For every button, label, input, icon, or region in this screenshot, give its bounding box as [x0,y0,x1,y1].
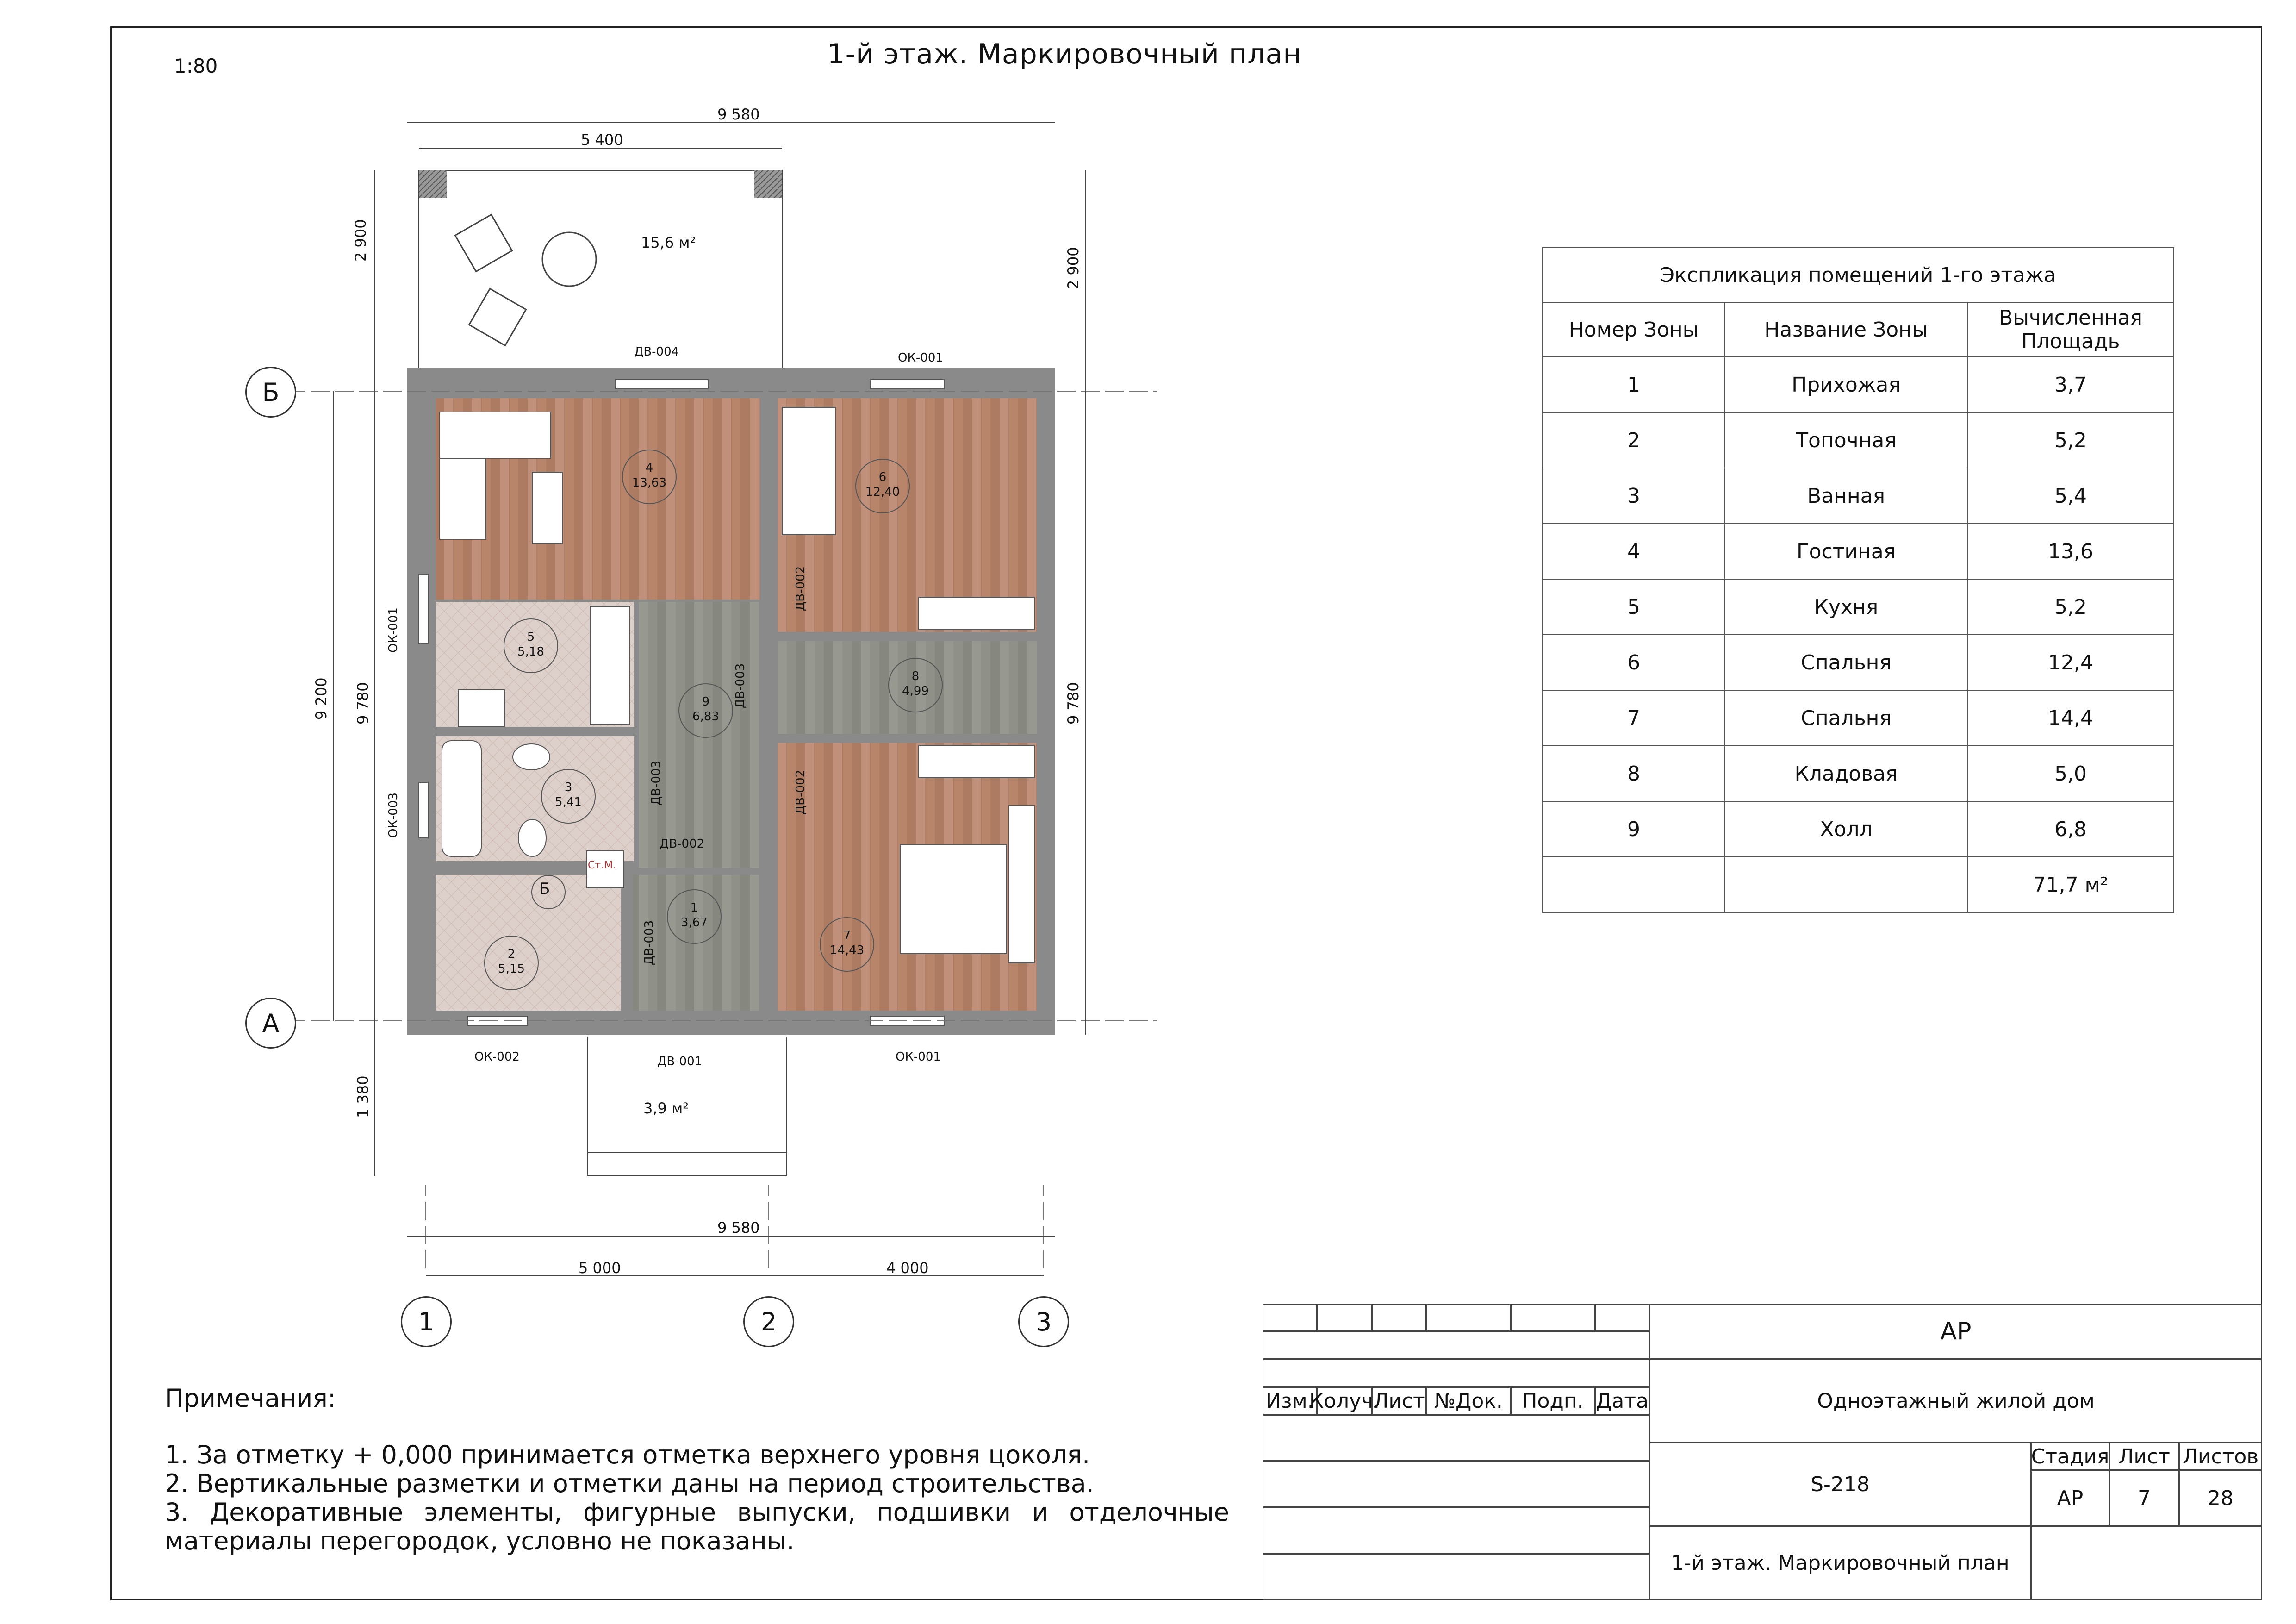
note-line: 1. За отметку + 0,000 принимается отметка верхнего уровня цоколя. [165,1440,1090,1469]
title-block [1263,1304,2262,1600]
stamp-col-header: Подп. [1511,1387,1595,1415]
stamp-col-header: Колуч. [1317,1387,1372,1415]
stamp-stage: АР [2031,1470,2109,1526]
room-tag-number: 7 [843,929,851,943]
opening-label: ДВ-002 [660,837,705,851]
cell-number: 4 [1543,524,1725,579]
room-tag-number: 4 [645,461,653,475]
opening-label: ДВ-003 [642,920,656,965]
cell-number: 1 [1543,357,1725,412]
dim-left-house: 9 780 [354,682,372,725]
stamp-col-header: Дата [1595,1387,1649,1415]
explication-header: Название Зоны [1725,302,1967,357]
opening-label: ДВ-003 [649,760,663,806]
table-row [1543,635,2174,690]
cell-number: 9 [1543,801,1725,857]
double-bed [900,845,1007,954]
stamp-sheets-label: Листов [2179,1443,2262,1470]
stamp-project: Одноэтажный жилой дом [1649,1359,2262,1443]
room-tag-number: 9 [702,695,710,709]
room-tag-area: 12,40 [865,485,900,499]
washbasin [513,744,550,770]
room-tag-number: 5 [527,630,535,644]
axis-bubble-column: 3 [1018,1296,1069,1347]
room-tag-7 [828,928,865,958]
table-row [1543,412,2174,468]
round-table [542,232,596,286]
room-tag-2 [493,947,530,976]
boiler-label: Ст.М. [588,860,616,871]
room-tag-8 [897,669,934,699]
room-tag-area: 14,43 [829,943,865,957]
explication-caption: Экспликация помещений 1-го этажа [1543,248,2174,302]
axis-bubble-row: А [245,998,296,1049]
table-row [1543,579,2174,635]
cell-area: 12,4 [1967,635,2174,690]
sofa [440,458,486,539]
axis-bubble-column: 1 [401,1296,452,1347]
dim-right-house: 9 780 [1064,682,1082,725]
terrace-column [419,170,447,198]
table-row [1543,801,2174,857]
stamp-sheets: 28 [2179,1470,2262,1526]
opening-label: ДВ-004 [634,345,679,359]
room-tag-area: 5,41 [555,795,582,809]
room-tag-area: 13,63 [632,476,667,490]
room-tag-area: 5,18 [517,645,544,659]
cell-name: Гостиная [1725,524,1967,579]
cell-area: 13,6 [1967,524,2174,579]
window-left [419,782,428,838]
stamp-col-header: №Док. [1426,1387,1511,1415]
cell-area: 5,2 [1967,412,2174,468]
stamp-sheet-name: 1-й этаж. Маркировочный план [1649,1526,2031,1600]
dim-left-porch: 1 380 [354,1075,372,1118]
stamp-col-header: Изм. [1263,1387,1317,1415]
room-9-floor [639,602,759,868]
cell-number: 6 [1543,635,1725,690]
porch-area: 3,9 м² [643,1099,689,1117]
bathtub [442,741,481,856]
explication-header: Номер Зоны [1543,302,1725,357]
room-tag-area: 5,15 [498,962,525,976]
cell-name: Топочная [1725,412,1967,468]
opening-label: ДВ-002 [794,566,808,611]
terrace-column [754,170,782,198]
room-tag-number: 6 [878,470,887,484]
cell-name: Ванная [1725,468,1967,524]
stamp-sheet: 7 [2109,1470,2179,1526]
dim-bottom-right: 4 000 [886,1259,929,1277]
room-tag-1 [676,900,713,930]
kitchen-counter [590,606,629,725]
table-row [1543,524,2174,579]
table-row-total [1543,857,2174,912]
boiler-marker: Б [539,880,550,898]
dim-left-terrace: 2 900 [352,219,369,262]
bed [782,407,835,535]
sofa [440,412,551,458]
opening-label: ОК-002 [474,1050,520,1064]
stamp-sheet-label: Лист [2109,1443,2179,1470]
cell-area: 5,4 [1967,468,2174,524]
wardrobe [919,745,1034,778]
wardrobe [919,597,1034,630]
room-tag-number: 2 [507,947,516,961]
notes [165,1384,1229,1555]
opening-label: ОК-001 [898,351,943,365]
cell-name: Кухня [1725,579,1967,635]
dim-top-total: 9 580 [717,106,760,123]
cell-number: 3 [1543,468,1725,524]
toilet [518,819,546,856]
room-tag-number: 8 [911,669,920,683]
coffee-table [532,472,562,544]
dim-bottom-left: 5 000 [579,1259,621,1277]
opening-label: ОК-001 [386,607,400,653]
sheet-title: 1-й этаж. Маркировочный план [827,38,1302,70]
room-tag-area: 3,67 [681,916,708,930]
dim-bottom-total: 9 580 [717,1219,760,1237]
explication-header: Вычисленная Площадь [1967,302,2174,357]
room-tag-9 [687,694,724,724]
room-tag-area: 6,83 [692,710,719,724]
window-dk004 [616,380,708,389]
opening-label: ДВ-002 [794,769,808,815]
porch-step [588,1153,787,1176]
room-tag-6 [864,470,901,500]
cell-number: 5 [1543,579,1725,635]
room-tag-5 [512,630,549,659]
cell-area: 6,8 [1967,801,2174,857]
cell-area: 14,4 [1967,690,2174,746]
scale-label: 1:80 [174,55,218,77]
stamp-col-header: Лист [1372,1387,1426,1415]
terrace [419,170,782,369]
opening-label: ДВ-001 [657,1055,703,1068]
table-row [1543,690,2174,746]
cell-number: 8 [1543,746,1725,801]
note-line: 3. Декоративные элементы, фигурные выпуски, подшивки и отделочные материалы перегородок, условно не показаны. [165,1498,1229,1555]
cell-area: 3,7 [1967,357,2174,412]
cell-name: Кладовая [1725,746,1967,801]
dim-top-terrace: 5 400 [581,131,623,149]
table-row [1543,468,2174,524]
cell-area: 5,0 [1967,746,2174,801]
window-top [870,380,944,389]
axis-bubble-column: 2 [743,1296,794,1347]
window-left [419,574,428,643]
explication-table [1542,247,2174,913]
cell-number: 7 [1543,690,1725,746]
room-tag-area: 4,99 [902,684,929,698]
cell-total: 71,7 м² [1967,857,2174,912]
note-line: 2. Вертикальные разметки и отметки даны на период строительства. [165,1469,1094,1498]
stamp-doc-number: S-218 [1649,1443,2031,1526]
room-tag-number: 1 [690,901,698,915]
opening-label: ОК-003 [386,793,400,838]
cell-name: Прихожая [1725,357,1967,412]
opening-label: ОК-001 [896,1050,941,1064]
notes-title: Примечания: [165,1384,336,1413]
cell-number: 2 [1543,412,1725,468]
cell-name: Спальня [1725,635,1967,690]
table-row [1543,357,2174,412]
cell-name: Холл [1725,801,1967,857]
room-tag-4 [631,461,668,490]
nightstands [1009,806,1034,963]
opening-label: ДВ-003 [734,663,747,708]
stamp-code: АР [1649,1304,2262,1359]
terrace-area: 15,6 м² [641,234,696,251]
cell-name: Спальня [1725,690,1967,746]
stamp-stage-label: Стадия [2031,1443,2109,1470]
axis-bubble-row: Б [245,367,296,418]
stove [458,690,504,727]
table-row [1543,746,2174,801]
room-tag-3 [550,780,587,810]
dim-right-terrace: 2 900 [1064,247,1082,289]
dim-left-total: 9 200 [312,677,330,720]
cell-area: 5,2 [1967,579,2174,635]
room-tag-number: 3 [564,781,572,794]
